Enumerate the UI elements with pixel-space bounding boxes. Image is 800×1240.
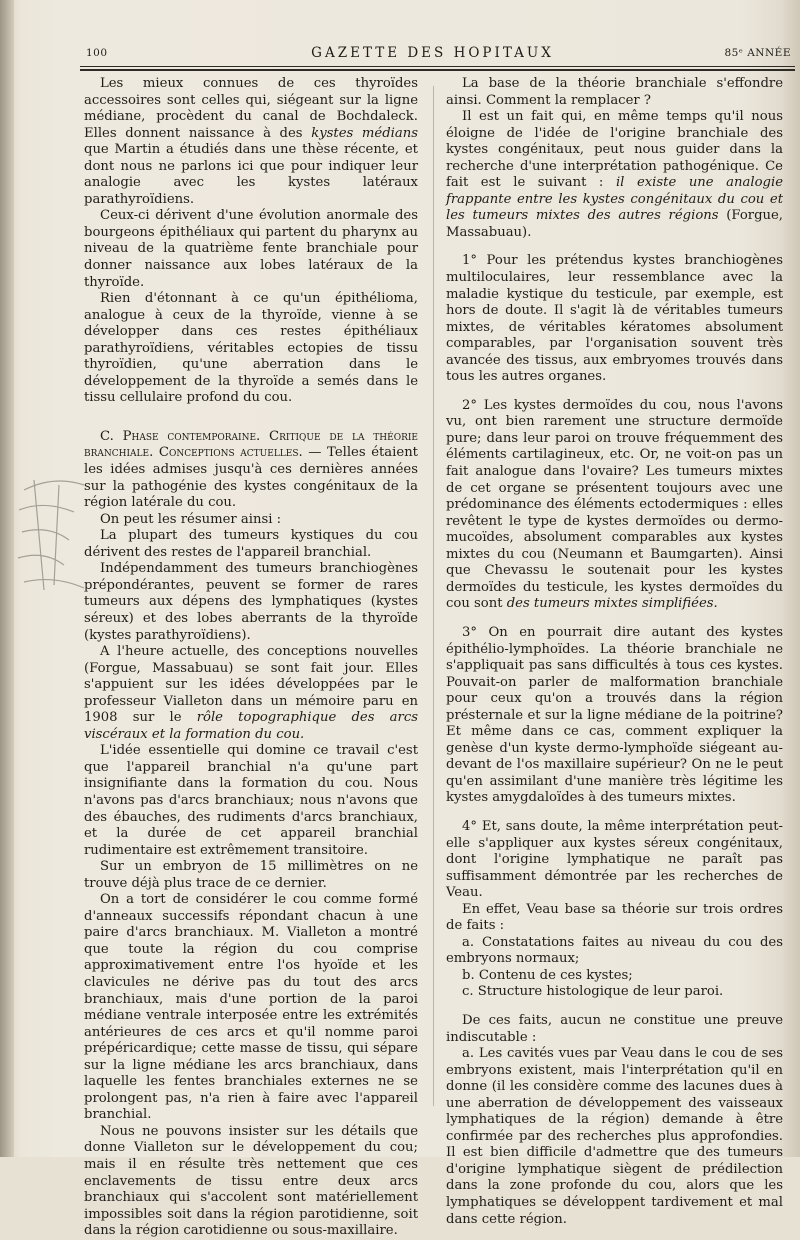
paragraph: Les mieux connues de ces thyroïdes accessoires sont celles qui, siégeant sur la ligne médiane, procèdent du canal de Bochdaleck. Elles donnent naissance à des kystes médians que Martin a étudiés dans une thèse récente, et dont nous ne parlons ici que pour indiquer leur analogie avec les kystes latéraux parathyroïdiens. (84, 76, 418, 207)
paragraph: 3° On en pourrait dire autant des kystes épithélio-lymphoïdes. La théorie branchiale ne s'appliquait pas sans difficultés à tous ces kystes. Pouvait-on parler de malformation branchiale pour ceux qu'on a trouvés dans la région présternale et sur la ligne médiane de la poitrine? Et même dans ce cas, comment expliquer la genèse d'un kyste dermo-lymphoïde siégeant au-devant de l'os maxillaire supérieur? On ne le peut qu'en assimilant d'une manière très légitime les kystes amygdaloïdes à des tumeurs mixtes. (446, 624, 783, 806)
paragraph: On a tort de considérer le cou comme formé d'anneaux successifs répondant chacun à une paire d'arcs branchiaux. M. Vialleton a montré que toute la région du cou comprise approximativement entre l'os hyoïde et les clavicules ne dérive pas du tout des arcs branchiaux, mais d'une portion de la paroi médiane ventrale interposée entre les extrémités antérieures de ces arcs et qu'il nomme paroi prépéricardique; cette masse de tissu, qui sépare sur la ligne médiane les arcs branchiaux, dans laquelle les fentes branchiales externes ne se prolongent pas, n'a rien à faire avec l'appareil branchial. (84, 892, 418, 1123)
paragraph: On peut les résumer ainsi : (100, 511, 282, 527)
paragraph: La plupart des tumeurs kystiques du cou dérivent des restes de l'appareil branchial. (84, 528, 418, 560)
paragraph: A l'heure actuelle, des conceptions nouvelles (Forgue, Massabuau) se sont fait jour. Elles s'appuient sur les idées développées par le professeur Vialleton dans un mémoire paru en 1908 sur le rôle topographique des arcs viscéraux et la formation du cou. (84, 644, 418, 742)
page-binding-shadow (0, 0, 14, 1157)
right-column (446, 76, 783, 1228)
page-header (70, 42, 795, 64)
paragraph: De ces faits, aucun ne constitue une preuve indiscutable : (446, 1012, 783, 1045)
paragraph: Nous ne pouvons insister sur les détails que donne Vialleton sur le développement du cou; mais il en résulte très nettement que ces enclavements de tissu entre deux arcs branchiaux qui s'accolent sont matériellement impossibles soit dans la région parotidienne, soit dans la région carotidienne ou sous-maxillaire. (84, 1123, 418, 1239)
list-item: a. Constatations faites au niveau du cou des embryons normaux; (446, 934, 783, 967)
paragraph: Sur un embryon de 15 millimètres on ne trouve déjà plus trace de ce dernier. (84, 859, 418, 891)
paragraph: Rien d'étonnant à ce qu'un épithélioma, analogue à ceux de la thyroïde, vienne à se développer dans ces restes épithéliaux parathyroïdiens, véritables ectopies de tissu thyroïdien, qu'une aberration dans le développement de la thyroïde a semés dans le tissu cellulaire profond du cou. (84, 291, 418, 406)
section-paragraph: C. Phase contemporaine. Critique de la théorie branchiale. Conceptions actuelles. — Telles étaient les idées admises jusqu'à ces dernières années sur la pathogénie des kystes congénitaux de la région latérale du cou. (84, 428, 418, 511)
column-divider (433, 86, 434, 1106)
left-column (84, 76, 418, 1240)
paragraph: 1° Pour les prétendus kystes branchiogènes multiloculaires, leur ressemblance avec la maladie kystique du testicule, par exemple, est hors de doute. Il s'agit là de véritables tumeurs mixtes, de véritables kératomes absolument comparables, par l'organisation souvent très avancée des tissus, aux embryomes trouvés dans tous les autres organes. (446, 253, 783, 385)
header-rule-thick (80, 69, 795, 71)
paragraph: 2° Les kystes dermoïdes du cou, nous l'avons vu, ont bien rarement une structure dermoïde pure; dans leur paroi on trouve fréquemment des éléments cartilagineux, etc. Or, ne voit-on pas un fait analogue dans l'ovaire? Les tumeurs mixtes de cet organe se présentent toujours avec une prédominance des éléments ectodermiques : elles revêtent le type de kystes dermoïdes ou dermo-mucoïdes, absolument comparables aux kystes mixtes du cou (Neumann et Baumgarten). Ainsi que Chevassu le soutenait pour les kystes dermoïdes du testicule, les kystes dermoïdes du cou sont des tumeurs mixtes simplifiées. (446, 397, 783, 612)
italic-statement: il existe une analogie frappante entre les kystes congénitaux du cou et les tumeurs mixtes des autres régions (446, 175, 783, 224)
list-item: c. Structure histologique de leur paroi. (462, 984, 724, 1000)
paragraph: La base de la théorie branchiale s'effondre ainsi. Comment la remplacer ? (446, 76, 783, 108)
paragraph: Indépendamment des tumeurs branchiogènes prépondérantes, peuvent se former de rares tumeurs aux dépens des lymphatiques (kystes séreux) et des lobes aberrants de la thyroïde (kystes parathyroïdiens). (84, 561, 418, 643)
paragraph: Ceux-ci dérivent d'une évolution anormale des bourgeons épithéliaux qui partent du pharynx au niveau de la quatrième fente branchiale pour donner naissance aux lobes latéraux de la thyroïde. (84, 208, 418, 290)
page-number: 100 (86, 47, 108, 59)
header-rule-thin (80, 66, 795, 67)
list-item: b. Contenu de ces kystes; (462, 967, 633, 983)
paragraph: Il est un fait qui, en même temps qu'il nous éloigne de l'idée de l'origine branchiale des kystes congénitaux, peut nous guider dans la recherche d'une interprétation pathogénique. Ce fait est le suivant : il existe une analogie frappante entre les kystes congénitaux du cou et les tumeurs mixtes des autres régions (Forgue, Massabuau). (446, 109, 783, 240)
italic-term: des tumeurs mixtes simplifiées. (506, 596, 718, 612)
volume-label: 85ᵉ ANNÉE (724, 47, 791, 59)
italic-term: kystes médians (311, 125, 418, 141)
paragraph: En effet, Veau base sa théorie sur trois ordres de faits : (446, 901, 783, 934)
section-heading: C. Phase contemporaine. Critique de la théorie branchiale. Conceptions actuelles. (84, 428, 418, 461)
paragraph: a. Les cavités vues par Veau dans le cou de ses embryons existent, mais l'interprétation qu'il en donne (il les considère comme des lacunes dues à une aberration de développement des vaisseaux lymphatiques de la région) demande à être confirmée par des recherches plus approfondies. Il est bien difficile d'admettre que des tumeurs d'origine lymphatique siègent de prédilection dans la zone profonde du cou, alors que les lymphatiques se développent tardivement et mal dans cette région. (446, 1046, 783, 1227)
paragraph: L'idée essentielle qui domine ce travail c'est que l'appareil branchial n'a qu'une part insignifiante dans la formation du cou. Nous n'avons pas d'arcs branchiaux; nous n'avons que des ébauches, des rudiments d'arcs branchiaux, et la durée de cet appareil branchial rudimentaire est extrêmement transitoire. (84, 743, 418, 858)
journal-title: GAZETTE DES HOPITAUX (311, 45, 554, 61)
italic-title: rôle topographique des arcs viscéraux et la formation du cou. (84, 710, 418, 742)
paragraph: 4° Et, sans doute, la même interprétation peut-elle s'appliquer aux kystes séreux congénitaux, dont l'origine lymphatique ne paraît pas suffisamment démontrée par les recherches de Veau. (446, 818, 783, 901)
